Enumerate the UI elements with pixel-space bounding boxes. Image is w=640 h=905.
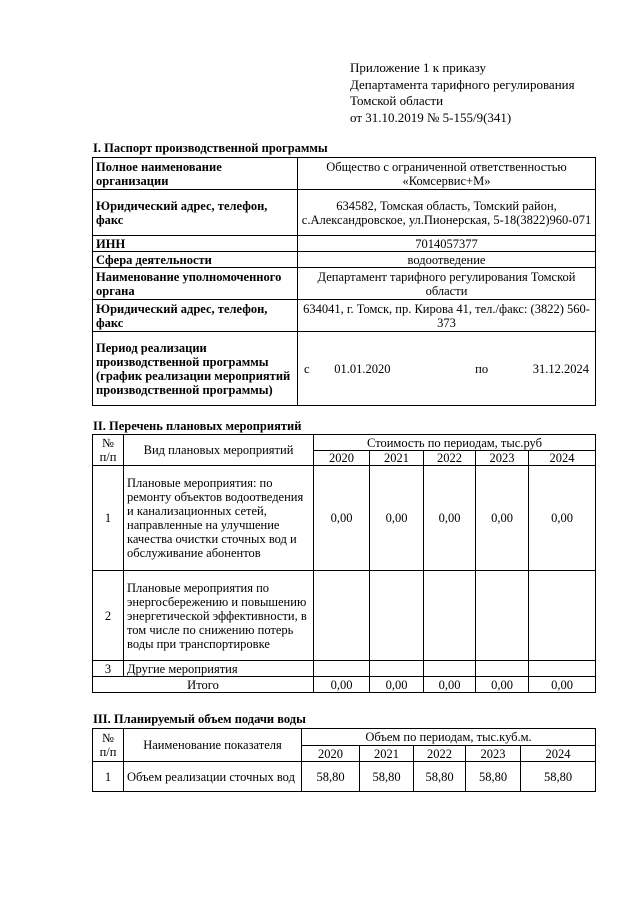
row-name: Другие мероприятия (124, 661, 314, 677)
appendix-line-2: Департамента тарифного регулирования (350, 76, 575, 92)
row-value (476, 661, 529, 677)
appendix-line-1: Приложение 1 к приказу (350, 60, 487, 75)
period-from-word: с (304, 361, 310, 376)
passport-row (93, 300, 596, 332)
col-name-header: Наименование показателя (124, 729, 302, 762)
row-value: 0,00 (529, 466, 596, 571)
year-header: 2020 (302, 746, 360, 762)
period-to-word: по (475, 361, 489, 376)
row-value: 58,80 (521, 762, 596, 792)
row-value (370, 661, 424, 677)
passport-value: Департамент тарифного регулирования Томской области (298, 268, 596, 300)
year-header: 2024 (521, 746, 596, 762)
passport-period-row (93, 332, 596, 406)
total-label: Итого (93, 677, 314, 693)
year-header: 2021 (370, 451, 424, 466)
row-num: 3 (93, 661, 124, 677)
passport-value: 634582, Томская область, Томский район, с.Александровское, ул.Пионерская, 5-18(3822)960-071 (298, 190, 596, 236)
col-num-header: № п/п (93, 435, 124, 466)
row-value: 58,80 (360, 762, 414, 792)
col-num-header: № п/п (93, 729, 124, 762)
table-row (93, 762, 596, 792)
row-value: 0,00 (370, 466, 424, 571)
passport-label: Юридический адрес, телефон, факс (93, 300, 298, 332)
appendix-line-4: от 31.10.2019 № 5-155/9(341) (350, 109, 512, 125)
passport-label: Юридический адрес, телефон, факс (93, 190, 298, 236)
row-num: 2 (93, 571, 124, 661)
passport-value: водоотведение (298, 252, 596, 268)
year-header: 2021 (360, 746, 414, 762)
section-3-title: III. Планируемый объем подачи воды (93, 712, 306, 726)
table-row (93, 571, 596, 661)
passport-label: Наименование уполномоченного органа (93, 268, 298, 300)
year-header: 2024 (529, 451, 596, 466)
total-value: 0,00 (370, 677, 424, 693)
row-name: Плановые мероприятия: по ремонту объектов водоотведения и канализационных сетей, направленные на улучшение качества очистки сточных вод и обслуживание абонентов (124, 466, 314, 571)
period-from-date: 01.01.2020 (334, 361, 391, 376)
passport-row (93, 252, 596, 268)
row-value (424, 571, 476, 661)
col-name-header: Вид плановых мероприятий (124, 435, 314, 466)
row-value (529, 571, 596, 661)
row-value: 58,80 (302, 762, 360, 792)
row-value (314, 571, 370, 661)
row-value: 0,00 (424, 466, 476, 571)
row-name: Плановые мероприятия по энергосбережению и повышению энергетической эффективности, в том числе по снижению потерь воды при транспортировке (124, 571, 314, 661)
passport-value: 634041, г. Томск, пр. Кирова 41, тел./факс: (3822) 560-373 (298, 300, 596, 332)
total-value: 0,00 (424, 677, 476, 693)
table-row (93, 466, 596, 571)
row-value (424, 661, 476, 677)
total-value: 0,00 (314, 677, 370, 693)
row-num: 1 (93, 762, 124, 792)
row-value (370, 571, 424, 661)
passport-label: Сфера деятельности (93, 252, 298, 268)
col-volume-header: Объем по периодам, тыс.куб.м. (302, 729, 596, 746)
appendix-line-3: Томской области (350, 93, 444, 108)
passport-value: 7014057377 (298, 236, 596, 252)
year-header: 2023 (466, 746, 521, 762)
passport-row (93, 190, 596, 236)
volume-table (92, 728, 596, 792)
row-name: Объем реализации сточных вод (124, 762, 302, 792)
row-value (314, 661, 370, 677)
period-value (298, 332, 596, 406)
measures-header-row (93, 435, 596, 451)
volume-header-row (93, 729, 596, 746)
year-header: 2020 (314, 451, 370, 466)
col-cost-header: Стоимость по периодам, тыс.руб (314, 435, 596, 451)
period-label: Период реализации производственной программы (график реализации мероприятий производственной программы) (93, 332, 298, 406)
total-row (93, 677, 596, 693)
passport-row (93, 268, 596, 300)
row-value: 58,80 (414, 762, 466, 792)
section-2-title: II. Перечень плановых мероприятий (93, 419, 302, 433)
appendix-header (350, 60, 575, 126)
row-value: 0,00 (314, 466, 370, 571)
passport-label: ИНН (93, 236, 298, 252)
row-value: 0,00 (476, 466, 529, 571)
passport-row (93, 158, 596, 190)
passport-table (92, 157, 596, 406)
total-value: 0,00 (529, 677, 596, 693)
year-header: 2022 (424, 451, 476, 466)
section-1-title: I. Паспорт производственной программы (93, 141, 328, 155)
passport-label: Полное наименование организации (93, 158, 298, 190)
year-header: 2022 (414, 746, 466, 762)
row-num: 1 (93, 466, 124, 571)
passport-value: Общество с ограниченной ответственностью «Комсервис+М» (298, 158, 596, 190)
period-to-date: 31.12.2024 (532, 361, 589, 376)
measures-table (92, 434, 596, 693)
row-value (529, 661, 596, 677)
year-header: 2023 (476, 451, 529, 466)
row-value: 58,80 (466, 762, 521, 792)
total-value: 0,00 (476, 677, 529, 693)
row-value (476, 571, 529, 661)
table-row (93, 661, 596, 677)
passport-row (93, 236, 596, 252)
